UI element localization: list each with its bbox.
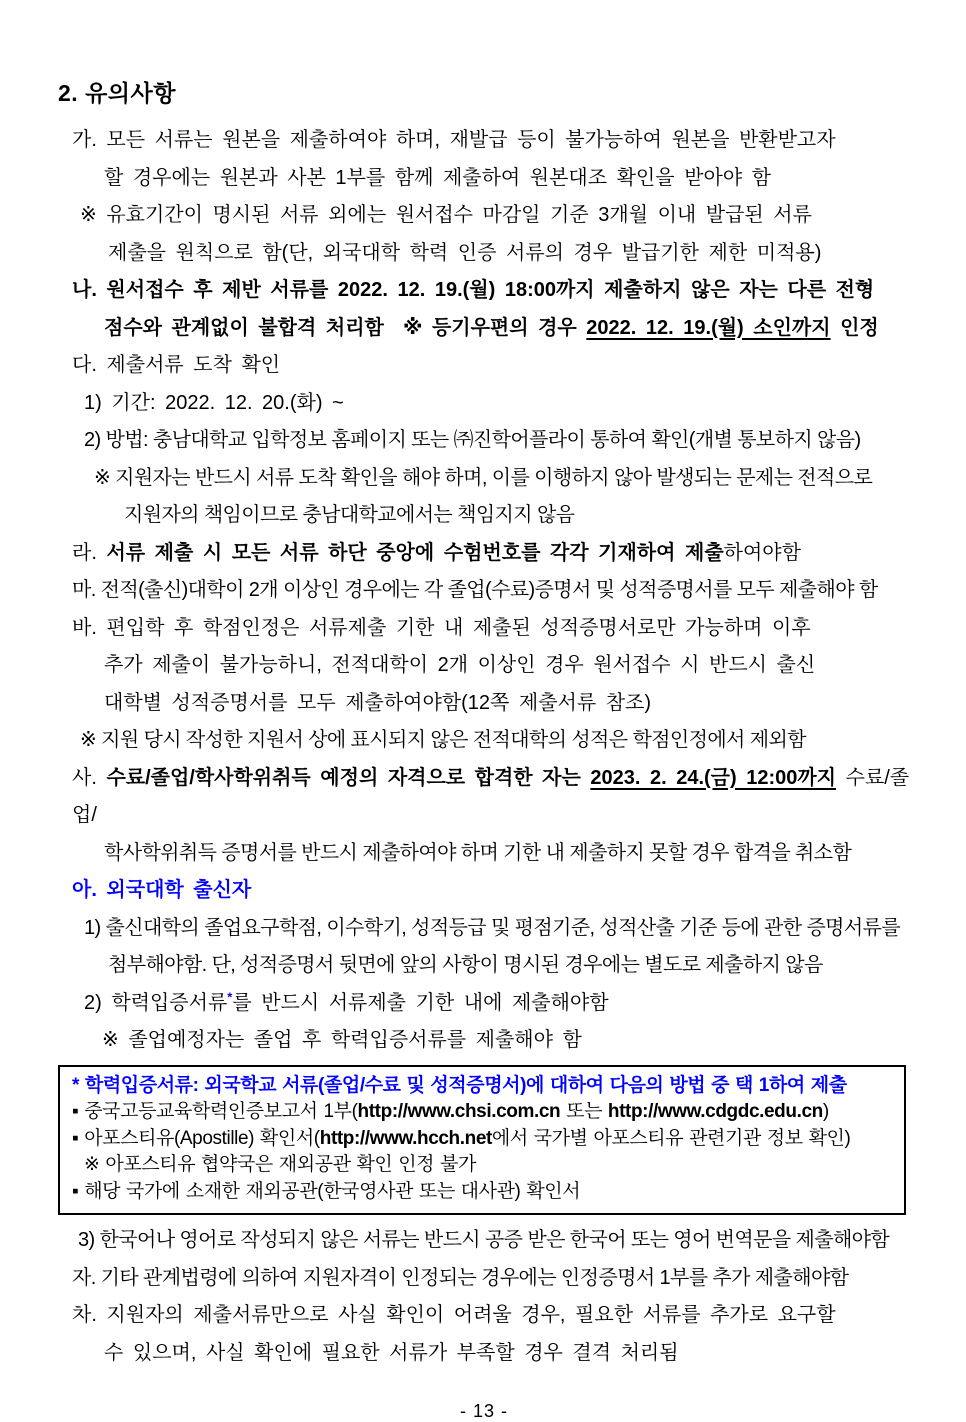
item-na-line-2 (58, 310, 910, 348)
item-ah-sub-1-line-1 (58, 910, 910, 948)
footnote-box-bullet-3-text: ▪ 해당 국가에 소재한 재외공관(한국영사관 또는 대사관) 확인서 (72, 1180, 581, 1202)
item-da-note-text-1: ※ 지원자는 반드시 서류 도착 확인을 해야 하며, 이를 이행하지 않아 발생되는 문제는 전적으로 (94, 466, 873, 489)
item-ah-sub-2-text-2: 를 반드시 서류제출 기한 내에 제출해야함 (232, 991, 609, 1014)
item-ba-line-2 (58, 647, 910, 685)
item-ah-sub-2-line (58, 985, 910, 1023)
item-da-text: 다. 제출서류 도착 확인 (72, 354, 281, 376)
item-da-note-line-1 (58, 460, 910, 498)
item-ah-heading-text: 아. 외국대학 출신자 (72, 879, 252, 901)
item-cha-text-1: 차. 지원자의 제출서류만으로 사실 확인이 어려울 경우, 필요한 서류를 추가로 요구할 (72, 1304, 836, 1326)
item-ga-note-text-1: ※ 유효기간이 명시된 서류 외에는 원서접수 마감일 기준 3개월 이내 발급된 서류 (80, 204, 812, 226)
item-da-sub-1-text: 1) 기간: 2022. 12. 20.(화) ~ (84, 391, 344, 414)
section-title: 2. 유의사항 (58, 80, 176, 106)
item-ga-line-1 (58, 122, 910, 160)
item-ga-line-2 (58, 160, 910, 198)
item-ba-line-1 (58, 610, 910, 648)
item-da-note-text-2: 지원자의 책임이므로 충남대학교에서는 책임지지 않음 (124, 504, 575, 526)
item-na-text-1: 나. 원서접수 후 제반 서류를 2022. 12. 19.(월) 18:00까지 제출하지 않은 자는 다른 전형 (72, 279, 875, 301)
item-da-sub-2-text: 2) 방법: 충남대학교 입학정보 홈페이지 또는 ㈜진학어플라이 통하여 확인(개별 통보하지 않음) (84, 429, 861, 451)
item-ah-sub-1-text-1: 1) 출신대학의 졸업요구학점, 이수학기, 성적등급 및 평점기준, 성적산출 기준 등에 관한 증명서류를 (84, 916, 901, 939)
item-sa-line-1 (58, 760, 910, 835)
item-sa-label: 사. (72, 766, 107, 789)
item-ah-note-line (58, 1022, 910, 1060)
item-ra-bold-text: 서류 제출 시 모든 서류 하단 중앙에 수험번호를 각각 기재하여 제출 (106, 541, 724, 564)
footnote-asterisk: * (227, 988, 233, 1004)
item-sa-text-2: 학사학위취득 증명서를 반드시 제출하여야 하며 기한 내 제출하지 못할 경우 합격을 취소함 (104, 841, 852, 864)
item-cha-line-2 (58, 1335, 910, 1373)
item-ra-label: 라. (72, 541, 107, 564)
footnote-box-bullet-2 (72, 1126, 892, 1153)
item-ja-text: 자. 기타 관계법령에 의하여 지원자격이 인정되는 경우에는 인정증명서 1부를 추가 제출해야함 (72, 1266, 849, 1289)
footnote-box-bullet-2-text-1: ▪ 아포스티유(Apostille) 확인서( (72, 1127, 320, 1149)
item-ga-note-line-1 (58, 197, 910, 235)
item-ah-sub-2-text-1: 2) 학력입증서류 (84, 991, 228, 1014)
page-number: - 13 - (459, 1401, 508, 1421)
item-ba-note-text: ※ 지원 당시 작성한 지원서 상에 표시되지 않은 전적대학의 성적은 학점인정에서 제외함 (80, 729, 806, 751)
item-na-line-1 (58, 272, 910, 310)
item-na-text-3: 인정 (830, 316, 879, 339)
item-ma-text: 마. 전적(출신)대학이 2개 이상인 경우에는 각 졸업(수료)증명서 및 성적증명서를 모두 제출해야 함 (72, 579, 878, 601)
item-ah-note-text: ※ 졸업예정자는 졸업 후 학력입증서류를 제출해야 함 (102, 1029, 582, 1051)
footnote-box-bullet-1 (72, 1099, 892, 1126)
item-ba-line-3 (58, 685, 910, 723)
item-ba-text-1: 바. 편입학 후 학점인정은 서류제출 기한 내 제출된 성적증명서로만 가능하며 이후 (72, 616, 811, 639)
item-da-line (58, 347, 910, 385)
item-ba-text-3: 대학별 성적증명서를 모두 제출하여야함(12쪽 제출서류 참조) (104, 691, 652, 714)
item-ja-line (58, 1260, 910, 1298)
item-ah-sub-3-text: 3) 한국어나 영어로 작성되지 않은 서류는 반드시 공증 받은 한국어 또는 영어 번역문을 제출해야함 (78, 1229, 890, 1251)
url-hcch: http://www.hcch.net (319, 1127, 492, 1149)
item-ah-heading (58, 872, 910, 910)
footnote-box-bullet-3 (72, 1179, 892, 1206)
footnote-box-bullet-1-text-1: ▪ 중국고등교육학력인증보고서 1부( (72, 1101, 358, 1122)
item-ah-sub-1-line-2 (58, 947, 910, 985)
item-ah-sub-1-text-2: 첨부해야함. 단, 성적증명서 뒷면에 앞의 사항이 명시된 경우에는 별도로 제출하지 않음 (108, 954, 823, 976)
item-da-sub-1 (58, 385, 910, 423)
item-ba-note-line (58, 722, 910, 760)
item-cha-line-1 (58, 1297, 910, 1335)
footnote-box-title-text: * 학력입증서류: 외국학교 서류(졸업/수료 및 성적증명서)에 대하여 다음의 방법 중 택 1하여 제출 (72, 1074, 847, 1096)
item-sa-bold-text: 수료/졸업/학사학위취득 예정의 자격으로 합격한 자는 (106, 766, 591, 789)
item-da-sub-2 (58, 422, 910, 460)
item-ga-text-1: 가. 모든 서류는 원본을 제출하여야 하며, 재발급 등이 불가능하여 원본을 반환받고자 (72, 129, 836, 151)
footnote-box-note-text: ※ 아포스티유 협약국은 재외공관 확인 인정 불가 (84, 1154, 476, 1175)
item-ga-text-2: 할 경우에는 원본과 사본 1부를 함께 제출하여 원본대조 확인을 받아야 함 (104, 166, 771, 189)
url-chsi: http://www.chsi.com.cn (357, 1101, 561, 1122)
item-sa-deadline-underlined: 2023. 2. 24.(금) 12:00까지 (590, 766, 837, 789)
url-cdgdc: http://www.cdgdc.edu.cn (607, 1101, 823, 1122)
item-ah-sub-3-line (58, 1222, 910, 1260)
item-ma-line (58, 572, 910, 610)
item-ga-note-line-2 (58, 235, 910, 273)
item-ga-note-text-2: 제출을 원칙으로 함(단, 외국대학 학력 인증 서류의 경우 발급기한 제한 미적용) (108, 241, 822, 264)
footnote-box-bullet-2-text-2: 에서 국가별 아포스티유 관련기관 정보 확인) (491, 1127, 851, 1149)
footnote-box-bullet-1-text-3: ) (822, 1101, 829, 1122)
footnote-box-bullet-1-text-2: 또는 (560, 1101, 608, 1122)
item-da-note-line-2 (58, 497, 910, 535)
footnote-box-note (72, 1152, 892, 1179)
item-sa-line-2 (58, 835, 910, 873)
footnote-box (58, 1065, 906, 1216)
item-ba-text-2: 추가 제출이 불가능하니, 전적대학이 2개 이상인 경우 원서접수 시 반드시 출신 (104, 654, 816, 676)
item-ra-tail-text: 하여야함 (723, 541, 801, 564)
footnote-box-title (72, 1073, 892, 1100)
item-na-deadline-underlined: 2022. 12. 19.(월) 소인까지 (586, 316, 831, 339)
item-cha-text-2: 수 있으며, 사실 확인에 필요한 서류가 부족할 경우 결격 처리됨 (104, 1341, 679, 1364)
item-na-text-2: 점수와 관계없이 불합격 처리함 ※ 등기우편의 경우 (104, 316, 587, 339)
item-sa-tail-text: 수료/졸업/ (72, 766, 910, 826)
item-ra-line (58, 535, 910, 573)
